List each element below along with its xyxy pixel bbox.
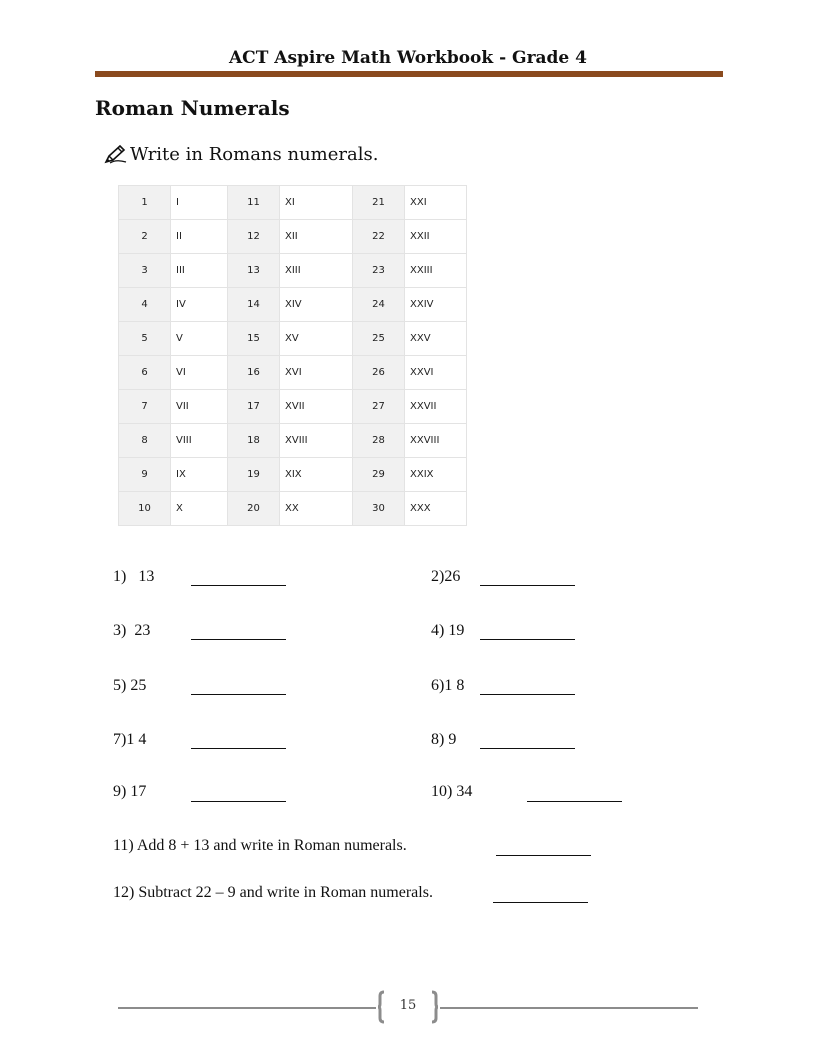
number-cell: 2	[119, 220, 171, 254]
roman-numeral-cell: VII	[171, 390, 228, 424]
number-cell: 24	[353, 288, 405, 322]
question-1: 1) 13	[113, 568, 155, 585]
footer-rule-left	[118, 1007, 376, 1009]
number-cell: 19	[228, 458, 280, 492]
table-row	[119, 220, 467, 254]
table-row	[119, 254, 467, 288]
roman-numeral-cell: XXV	[405, 322, 467, 356]
roman-numeral-cell: XXVI	[405, 356, 467, 390]
answer-blank-7[interactable]	[191, 748, 286, 749]
answer-blank-6[interactable]	[480, 694, 575, 695]
number-cell: 11	[228, 186, 280, 220]
roman-numeral-cell: X	[171, 492, 228, 526]
table-row	[119, 492, 467, 526]
number-cell: 1	[119, 186, 171, 220]
roman-numeral-cell: II	[171, 220, 228, 254]
roman-numeral-cell: IV	[171, 288, 228, 322]
page-number: 15	[399, 998, 417, 1013]
roman-numeral-cell: I	[171, 186, 228, 220]
question-6: 6)1 8	[431, 677, 465, 694]
number-cell: 9	[119, 458, 171, 492]
table-row	[119, 458, 467, 492]
roman-numeral-cell: XX	[280, 492, 353, 526]
number-cell: 15	[228, 322, 280, 356]
number-cell: 13	[228, 254, 280, 288]
roman-numeral-cell: XV	[280, 322, 353, 356]
question-5: 5) 25	[113, 677, 147, 694]
number-cell: 25	[353, 322, 405, 356]
number-cell: 10	[119, 492, 171, 526]
number-cell: 20	[228, 492, 280, 526]
question-3: 3) 23	[113, 622, 151, 639]
roman-numeral-cell: III	[171, 254, 228, 288]
pencil-icon	[104, 143, 128, 165]
roman-numeral-cell: XXIX	[405, 458, 467, 492]
question-8: 8) 9	[431, 731, 457, 748]
number-cell: 26	[353, 356, 405, 390]
answer-blank-2[interactable]	[480, 585, 575, 586]
number-cell: 14	[228, 288, 280, 322]
header-divider	[95, 71, 723, 77]
answer-blank-11[interactable]	[496, 855, 591, 856]
roman-numeral-cell: XXVIII	[405, 424, 467, 458]
number-cell: 12	[228, 220, 280, 254]
roman-numeral-cell: XXVII	[405, 390, 467, 424]
roman-numeral-cell: XVIII	[280, 424, 353, 458]
question-12: 12) Subtract 22 – 9 and write in Roman numerals.	[113, 884, 433, 901]
roman-numeral-cell: XXX	[405, 492, 467, 526]
roman-numeral-cell: XIV	[280, 288, 353, 322]
table-row	[119, 424, 467, 458]
answer-blank-4[interactable]	[480, 639, 575, 640]
number-cell: 16	[228, 356, 280, 390]
question-4: 4) 19	[431, 622, 465, 639]
number-cell: 21	[353, 186, 405, 220]
number-cell: 17	[228, 390, 280, 424]
answer-blank-9[interactable]	[191, 801, 286, 802]
roman-numeral-cell: XIII	[280, 254, 353, 288]
question-9: 9) 17	[113, 783, 147, 800]
number-cell: 29	[353, 458, 405, 492]
answer-blank-1[interactable]	[191, 585, 286, 586]
answer-blank-8[interactable]	[480, 748, 575, 749]
question-2: 2)26	[431, 568, 461, 585]
roman-numeral-cell: XXII	[405, 220, 467, 254]
roman-numeral-cell: V	[171, 322, 228, 356]
number-cell: 18	[228, 424, 280, 458]
roman-numeral-cell: XVI	[280, 356, 353, 390]
instruction	[104, 143, 378, 165]
number-cell: 6	[119, 356, 171, 390]
table-row	[119, 288, 467, 322]
roman-numeral-cell: XXIV	[405, 288, 467, 322]
question-7: 7)1 4	[113, 731, 147, 748]
number-cell: 28	[353, 424, 405, 458]
number-cell: 3	[119, 254, 171, 288]
instruction-text: Write in Romans numerals.	[130, 143, 379, 165]
roman-numeral-cell: IX	[171, 458, 228, 492]
table-row	[119, 322, 467, 356]
roman-numeral-cell: XI	[280, 186, 353, 220]
number-cell: 8	[119, 424, 171, 458]
answer-blank-5[interactable]	[191, 694, 286, 695]
roman-numeral-cell: XVII	[280, 390, 353, 424]
question-10: 10) 34	[431, 783, 473, 800]
answer-blank-10[interactable]	[527, 801, 622, 802]
roman-numeral-cell: XXIII	[405, 254, 467, 288]
number-cell: 7	[119, 390, 171, 424]
roman-numeral-cell: VIII	[171, 424, 228, 458]
number-cell: 4	[119, 288, 171, 322]
table-row	[119, 390, 467, 424]
number-cell: 5	[119, 322, 171, 356]
roman-numeral-cell: XIX	[280, 458, 353, 492]
workbook-title: ACT Aspire Math Workbook - Grade 4	[228, 48, 587, 68]
roman-numeral-cell: XXI	[405, 186, 467, 220]
roman-numeral-cell: XII	[280, 220, 353, 254]
roman-numeral-cell: VI	[171, 356, 228, 390]
question-11: 11) Add 8 + 13 and write in Roman numerals.	[113, 837, 407, 854]
roman-numerals-table	[118, 185, 467, 526]
number-cell: 30	[353, 492, 405, 526]
table-row	[119, 356, 467, 390]
table-row	[119, 186, 467, 220]
section-title: Roman Numerals	[95, 96, 290, 120]
answer-blank-3[interactable]	[191, 639, 286, 640]
answer-blank-12[interactable]	[493, 902, 588, 903]
footer-rule-right	[440, 1007, 698, 1009]
number-cell: 23	[353, 254, 405, 288]
number-cell: 27	[353, 390, 405, 424]
number-cell: 22	[353, 220, 405, 254]
